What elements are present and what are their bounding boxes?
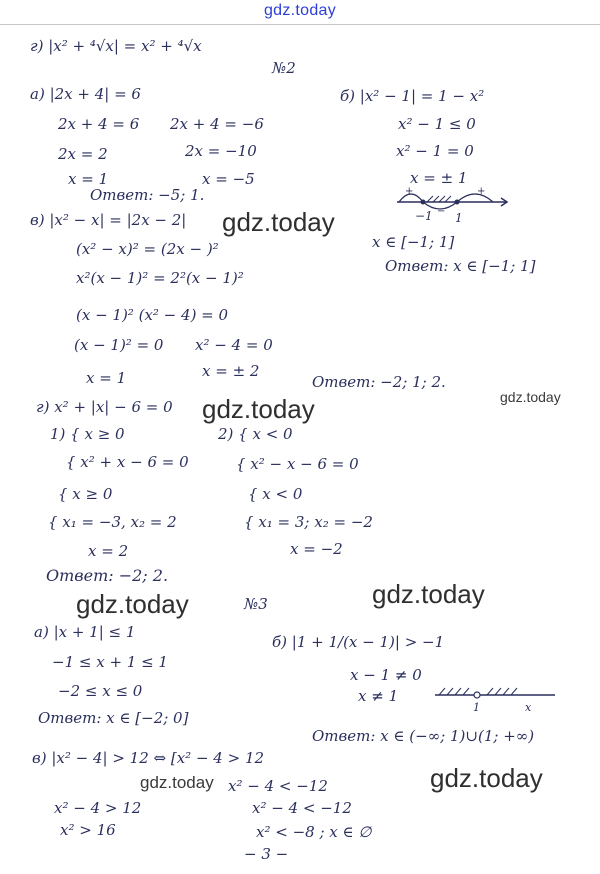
step-3a-2: −2 ≤ x ≤ 0 [58, 682, 143, 700]
point-minus-1 [421, 200, 426, 205]
watermark: gdz.today [222, 207, 335, 237]
step-2v-3: (x − 1)² (x² − 4) = 0 [76, 306, 229, 324]
number-line-3b [425, 683, 565, 713]
step-2b-3: x = ± 1 [410, 169, 468, 187]
step-2a-2: 2x + 4 = −6 [170, 115, 264, 133]
hatch [447, 688, 453, 695]
case-1-sys-2: { x₁ = −3, x₂ = 2 [48, 513, 177, 531]
step-3b-2: x ≠ 1 [358, 687, 399, 705]
point-1 [455, 200, 460, 205]
hatch [455, 688, 461, 695]
step-2v-4: (x − 1)² = 0 [74, 336, 164, 354]
hatch [433, 196, 439, 202]
answer-3a: Ответ: x ∈ [−2; 0] [38, 709, 189, 727]
step-2a-6: x = −5 [202, 170, 255, 188]
answer-2g: Ответ: −2; 2. [46, 566, 169, 585]
case-2-sys-1: { x < 0 [248, 485, 303, 503]
problem-3b-header: б) |1 + 1/(x − 1)| > −1 [272, 633, 445, 651]
problem-1g-header: г) |x² + ⁴√x| = x² + ⁴√x [30, 37, 202, 55]
case-2-condition: 2) { x < 0 [218, 425, 293, 443]
case-1-equation: { x² + x − 6 = 0 [66, 453, 189, 471]
step-2v-2: x²(x − 1)² = 2²(x − 1)² [76, 269, 244, 287]
problem-3-number: №3 [244, 595, 268, 613]
watermark: gdz.today [202, 394, 315, 424]
step-3v-5: x² < −8 ; x ∈ ∅ [256, 823, 372, 841]
step-2a-1: 2x + 4 = 6 [58, 115, 140, 133]
watermark: gdz.today [500, 389, 561, 405]
hatch [511, 688, 517, 695]
hatch [439, 688, 445, 695]
answer-3b: Ответ: x ∈ (−∞; 1)∪(1; +∞) [312, 727, 535, 745]
watermark: gdz.today [140, 773, 214, 792]
problem-2-number: №2 [272, 59, 296, 77]
step-3v-2: x² − 4 > 12 [54, 799, 142, 817]
step-2v-1: (x² − x)² = (2x − )² [76, 240, 219, 258]
hatch [503, 688, 509, 695]
problem-2g-header: г) x² + |x| − 6 = 0 [36, 398, 173, 416]
label-1: 1 [473, 701, 480, 713]
problem-2a-header: а) |2x + 4| = 6 [30, 85, 141, 103]
watermark: gdz.today [372, 579, 485, 609]
sign-plus-left: + [405, 186, 414, 197]
step-2a-4: 2x = −10 [185, 142, 257, 160]
hatch [495, 688, 501, 695]
step-2b-1: x² − 1 ≤ 0 [398, 115, 476, 133]
answer-2a: Ответ: −5; 1. [90, 186, 205, 204]
case-1-condition: 1) { x ≥ 0 [50, 425, 125, 443]
case-2-result: x = −2 [290, 540, 343, 558]
label-minus-1: −1 [415, 209, 433, 223]
watermark: gdz.today [430, 763, 543, 793]
step-3a-1: −1 ≤ x + 1 ≤ 1 [52, 653, 168, 671]
answer-2v: Ответ: −2; 1; 2. [312, 373, 446, 391]
problem-3a-header: а) |x + 1| ≤ 1 [34, 623, 136, 641]
site-header [0, 0, 600, 26]
step-2v-6: x = 1 [86, 369, 127, 387]
interval-arc-3 [457, 194, 493, 202]
sign-minus: − [437, 206, 446, 217]
label-x: x [525, 701, 532, 713]
step-2a-3: 2x = 2 [58, 145, 108, 163]
step-3v-4: x² > 16 [60, 821, 116, 839]
problem-2b-header: б) |x² − 1| = 1 − x² [340, 87, 485, 105]
case-1-sys-1: { x ≥ 0 [58, 485, 113, 503]
hatch [463, 688, 469, 695]
step-3b-1: x − 1 ≠ 0 [350, 666, 422, 684]
case-1-result: x = 2 [88, 542, 129, 560]
hatch [445, 196, 451, 202]
case-2-equation: { x² − x − 6 = 0 [236, 455, 359, 473]
point-1-open [474, 692, 480, 698]
hatch [439, 196, 445, 202]
site-logo[interactable]: gdz.today [263, 2, 337, 19]
answer-2b-set: x ∈ [−1; 1] [372, 233, 455, 251]
step-2a-5: x = 1 [68, 170, 109, 188]
step-3v-3: x² − 4 < −12 [252, 799, 352, 817]
header-divider [0, 24, 600, 25]
step-2v-5: x² − 4 = 0 [195, 336, 273, 354]
page-number: − 3 − [244, 845, 289, 863]
step-2b-2: x² − 1 = 0 [396, 142, 474, 160]
problem-2v-header: в) |x² − x| = |2x − 2| [30, 211, 187, 229]
step-2v-7: x = ± 2 [202, 362, 260, 380]
step-3v-1: x² − 4 < −12 [228, 777, 328, 795]
label-1: 1 [455, 211, 463, 224]
watermark: gdz.today [76, 589, 189, 619]
number-line-2b [395, 184, 510, 224]
hatch [427, 196, 433, 202]
answer-2b: Ответ: x ∈ [−1; 1] [385, 257, 536, 275]
hatch [487, 688, 493, 695]
problem-3v-header: в) |x² − 4| > 12 ⇔ [x² − 4 > 12 [32, 749, 265, 767]
case-2-sys-2: { x₁ = 3; x₂ = −2 [244, 513, 373, 531]
sign-plus-right: + [477, 186, 486, 197]
